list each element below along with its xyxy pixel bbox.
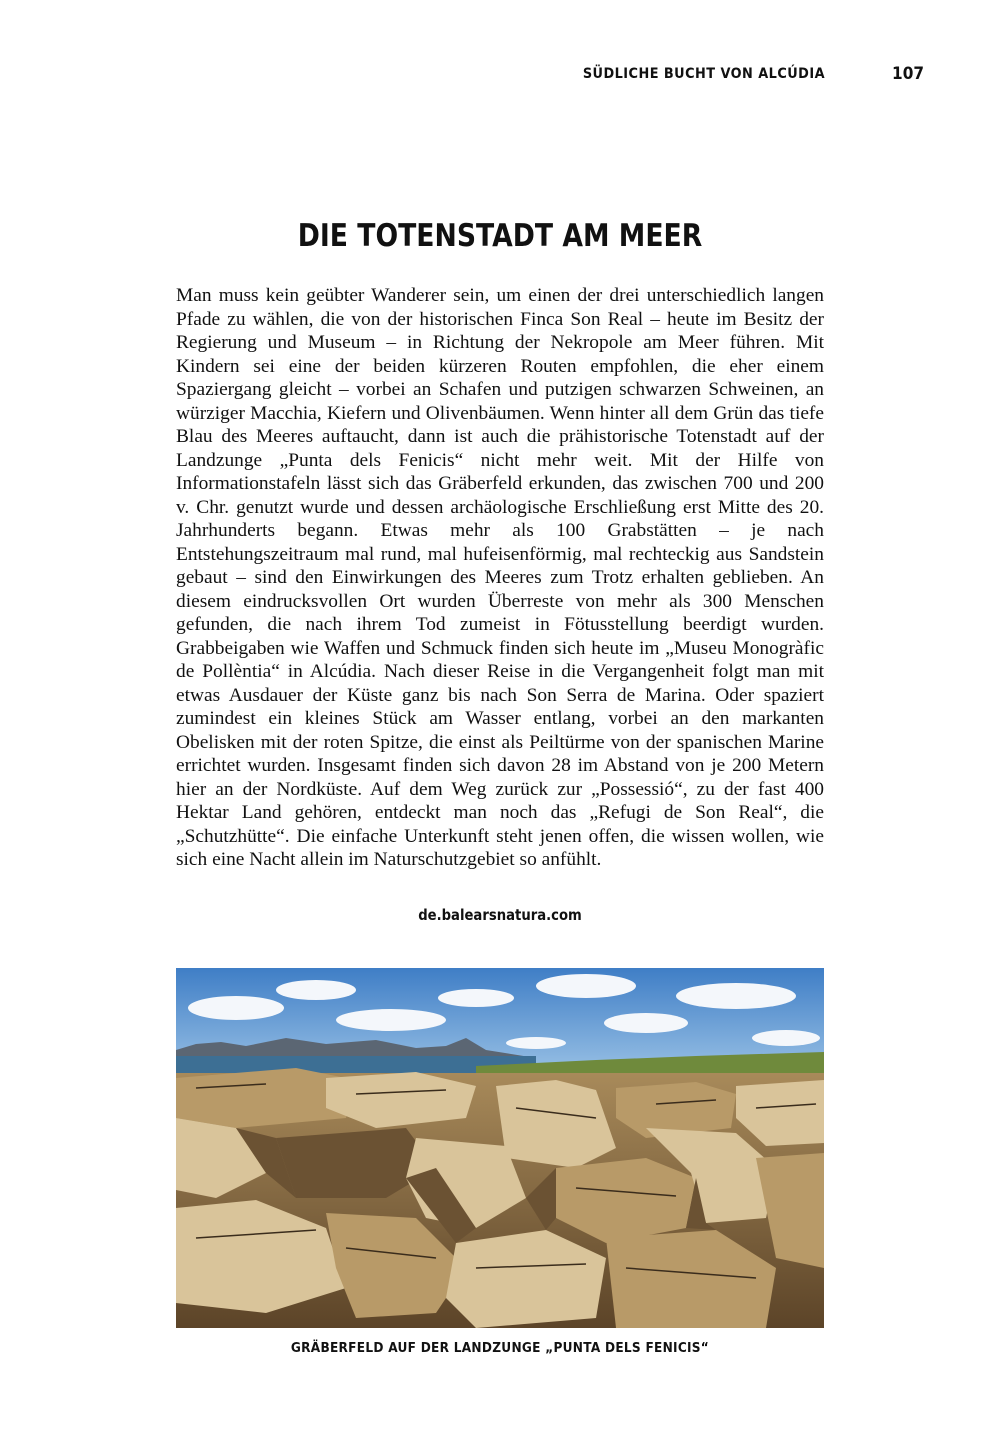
photo-caption: GRÄBERFELD AUF DER LANDZUNGE „PUNTA DELS FENICIS“: [290, 1340, 710, 1356]
article-body: Man muss kein geübter Wanderer sein, um einen der drei unterschiedlich langen Pfade zu wählen, die von der historischen Finca Son Real – heute im Besitz der Regierung und Museum – in Richtung der Nekropole am Meer führen. Mit Kindern sei eine der beiden kürzeren Routen empfohlen, die eher einem Spaziergang gleicht – vorbei an Schafen und putzigen schwarzen Schweinen, an würziger Macchia, Kiefern und Olivenbäumen. Wenn hinter all dem Grün das tiefe Blau des Meeres auftaucht, dann ist auch die prähistorische Totenstadt auf der Landzunge „Punta dels Fenicis“ nicht mehr weit. Mit der Hilfe von Informationstafeln lässt sich das Gräberfeld erkunden, das zwischen 700 und 200 v. Chr. genutzt wurde und dessen archäologische Erschließung erst Mitte des 20. Jahrhunderts begann. Etwas mehr als 100 Grabstätten – je nach Entstehungszeitraum mal rund, mal hufeisenförmig, mal rechteckig aus Sandstein gebaut – sind den Einwirkungen des Meeres zum Trotz erhalten geblieben. An diesem eindrucksvollen Ort wurden Überreste von mehr als 300 Menschen gefunden, die nach ihrem Tod zumeist in Fötusstellung beerdigt wurden. Grabbeigaben wie Waffen und Schmuck finden sich heute im „Museu Monogràfic de Pollèntia“ in Alcúdia. Nach dieser Reise in die Vergangenheit folgt man mit etwas Ausdauer der Küste ganz bis nach Son Serra de Marina. Oder spaziert zumindest ein kleines Stück am Wasser entlang, vorbei an den markanten Obelisken mit der roten Spitze, die einst als Peiltürme von der spanischen Marine errichtet wurden. Insgesamt finden sich davon 28 im Abstand von je 200 Metern hier an der Nordküste. Auf dem Weg zurück zur „Possessió“, zu der fast 400 Hektar Land gehören, entdeckt man noch das „Refugi de Son Real“, die „Schutzhütte“. Die einfache Unterkunft steht jenen offen, die wissen wollen, wie sich eine Nacht allein im Naturschutzgebiet so anfühlt.: [176, 285, 824, 870]
necropolis-photo: [176, 968, 824, 1328]
page-number: 107: [892, 64, 924, 84]
article-title: DIE TOTENSTADT AM MEER: [297, 218, 703, 254]
running-header: SÜDLICHE BUCHT VON ALCÚDIA: [582, 66, 825, 82]
source-link[interactable]: de.balearsnatura.com: [418, 906, 582, 924]
